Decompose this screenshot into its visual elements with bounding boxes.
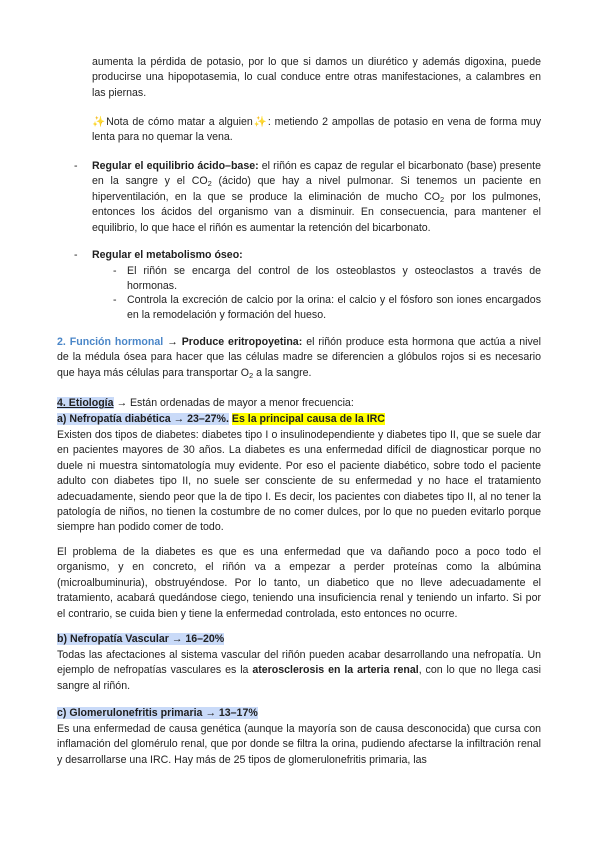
list-item: Controla la excreción de calcio por la orina: el calcio y el fósforo son iones encargados en la remodelación y formación del hueso. bbox=[127, 294, 541, 322]
note-lead: Nota de cómo matar a alguien bbox=[106, 116, 253, 128]
section-a-heading bbox=[57, 412, 541, 427]
section-b-title: b) Nefropatía Vascular → 16–20% bbox=[57, 633, 225, 645]
section-a-title: a) Nefropatía diabética → 23–27%. bbox=[57, 413, 229, 425]
acid-base-paragraph bbox=[92, 159, 541, 236]
section-b-heading bbox=[57, 632, 541, 647]
acid-base-text-3: por los pulmones, entonces los ácidos del organismo van a disminuir. En consecuencia, para mantener el equilibrio, lo que hace el riñón es aumentar la retención del bicarbonato. bbox=[92, 190, 541, 234]
section-b-bold: aterosclerosis en la arteria renal bbox=[252, 664, 419, 677]
section-a-paragraph-2: El problema de la diabetes es que es una enfermedad que va dañando poco a poco todo el organismo, y en concreto, el riñón va a empezar a perder proteínas como la albúmina (microalbuminuria), obstruyéndose. Por lo tanto, un diabetico que no lleve adecuadamente el tratamiento, acabará quedándose ciego, teniendo una insuficiencia renal y teniendo un infarto. Si por el contrario, se cuida bien y tiene la enfermedad controlada, esto entonces no ocurre. bbox=[57, 546, 541, 620]
list-dash: - bbox=[113, 265, 117, 277]
section-c-title: c) Glomerulonefritis primaria → 13–17% bbox=[57, 707, 258, 719]
sparkle-icon: ✨ bbox=[252, 116, 268, 128]
hormonal-paragraph bbox=[57, 335, 541, 381]
list-dash: - bbox=[74, 249, 78, 261]
hormonal-text-1: el riñón produce esta hormona que actúa a nivel de la médula ósea para hacer que las células madre se diferencien a glóbulos rojos si es necesario que haya más células para transportar O bbox=[57, 336, 542, 379]
paragraph-potasio: aumenta la pérdida de potasio, por lo que si damos un diurético y además digoxina, puede producirse una hipopotasemia, lo cual conduce entre otras manifestaciones, a calambres en las piernas. bbox=[92, 56, 541, 99]
etiology-title: 4. Etiología bbox=[57, 397, 114, 409]
acid-base-text-2: (ácido) que hay a nivel pulmonar. Si tenemos un paciente en hiperventilación, en la que se produce la eliminación de mucho CO bbox=[92, 175, 541, 203]
note-rest: : metiendo 2 ampollas de potasio en vena de forma muy lenta para no quemar la vena. bbox=[92, 116, 541, 144]
list-dash: - bbox=[74, 160, 78, 172]
hormonal-bold: Produce eritropoyetina: bbox=[181, 336, 303, 348]
etiology-subtitle: → Están ordenadas de mayor a menor frecuencia: bbox=[113, 397, 354, 409]
list-item: El riñón se encarga del control de los osteoblastos y osteoclastos a través de hormonas. bbox=[127, 265, 541, 293]
section-b-text-2: , con lo que no llega casi sangre al riñón. bbox=[57, 664, 542, 692]
bone-metabolism-title bbox=[92, 248, 541, 263]
arrow: → bbox=[163, 336, 182, 348]
hormonal-text-2: a la sangre. bbox=[253, 366, 312, 379]
hormonal-title: 2. Función hormonal bbox=[57, 336, 164, 348]
section-c-heading bbox=[57, 706, 541, 721]
acid-base-text-1: el riñón es capaz de regular el bicarbonato (base) presente en la sangre y el CO bbox=[92, 160, 541, 188]
list-dash: - bbox=[113, 294, 117, 306]
note-paragraph bbox=[92, 115, 541, 146]
subscript: 2 bbox=[207, 179, 212, 189]
acid-base-title: Regular el equilibrio ácido–base: bbox=[92, 160, 259, 172]
section-a-highlight: Es la principal causa de la IRC bbox=[231, 413, 385, 425]
subscript: 2 bbox=[440, 194, 445, 204]
etiology-heading bbox=[57, 396, 541, 411]
section-a-paragraph-1: Existen dos tipos de diabetes: diabetes tipo I o insulinodependiente y diabetes tipo II, que se suele dar en pacientes mayores de 30 años. La diabetes es una enfermedad difícil de diagnosticar porque no duele ni muestra sintomatología muy evidente. Por eso el paciente diabético, sobre todo el paciente adulto con diabetes tipo II, no suele ser consciente de su enfermedad y no hace el tratamiento adecuadamente, siendo peor que la de tipo I. Es decir, los pacientes con diabetes tipo II, al no tener la patología de niños, no tienen la costumbre de no comer dulces, por lo que no pueden evitarlo porque siempre han podido comer de todo. bbox=[57, 429, 541, 534]
subscript: 2 bbox=[248, 370, 254, 380]
sparkle-icon: ✨ bbox=[92, 116, 107, 128]
section-c-paragraph: Es una enfermedad de causa genética (aunque la mayoría son de causa desconocida) que cursa con inflamación del glomérulo renal, que por donde se filtra la orina, pudiendo afectarse la infiltración renal y desarrollarse una IRC. Hay más de 25 tipos de glomerulonefritis primaria, las bbox=[57, 723, 541, 766]
section-b-paragraph bbox=[57, 648, 541, 694]
bone-title-text: Regular el metabolismo óseo: bbox=[92, 249, 243, 261]
section-b-text-1: Todas las afectaciones al sistema vascular del riñón pueden acabar desarrollando una nefropatía. Un ejemplo de nefropatías vasculares es la bbox=[57, 649, 541, 677]
